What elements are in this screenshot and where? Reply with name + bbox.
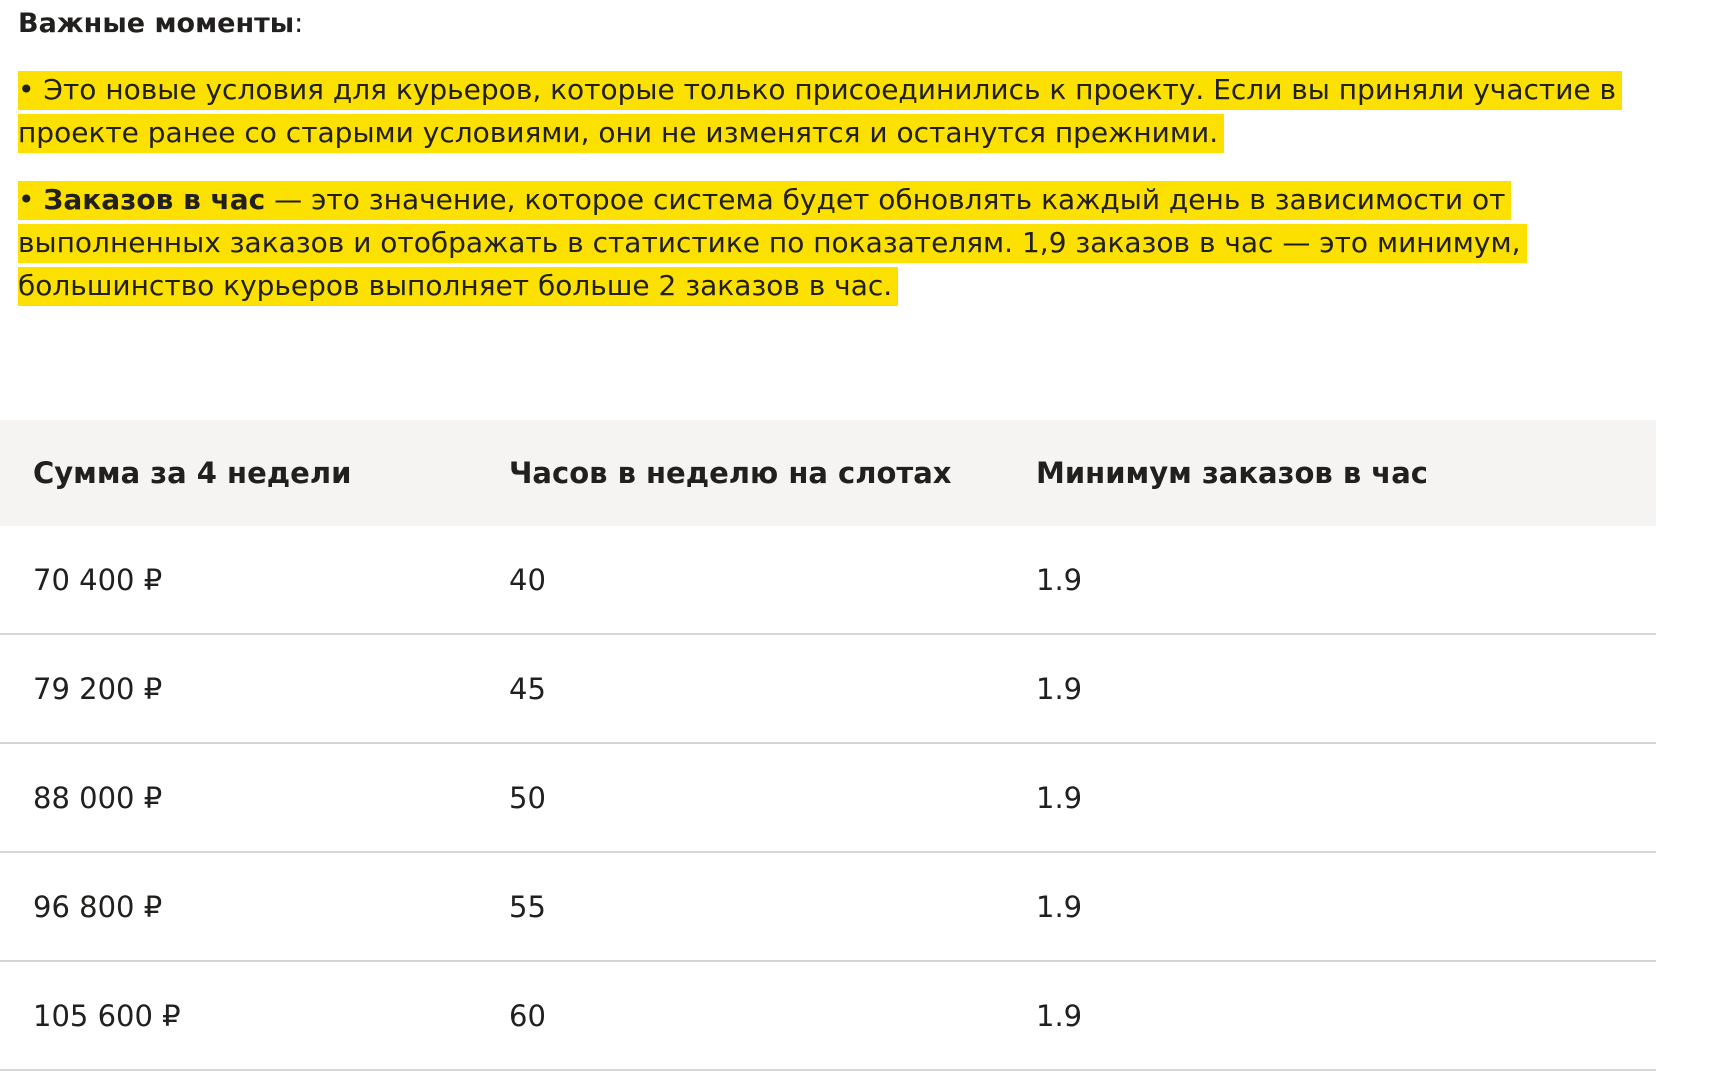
header-sum: Сумма за 4 недели [33,456,352,490]
section-heading-colon: : [294,8,304,39]
cell-sum: 70 400 ₽ [33,562,163,597]
cell-hours: 45 [509,671,546,706]
note-text: Это новые условия для курьеров, которые только присоединились к проекту. Если вы приняли участие в проекте ранее со старыми условиями, они не изменятся и останутся прежними. [18,73,1617,149]
table-header-row [0,420,1656,526]
note-orders-per-hour [18,178,1678,307]
note-bullet: • [18,73,44,106]
cell-sum: 79 200 ₽ [33,671,163,706]
section-heading [18,0,1678,44]
table-row [0,635,1656,744]
note-highlight [18,181,1527,306]
cell-hours: 50 [509,780,546,815]
note-new-conditions [18,68,1678,154]
table-row [0,744,1656,853]
pay-conditions-table [0,420,1656,1071]
cell-min-orders: 1.9 [1036,998,1083,1033]
table-row [0,853,1656,962]
cell-sum: 105 600 ₽ [33,998,181,1033]
note-bullet: • [18,183,44,216]
content [18,0,1678,307]
cell-min-orders: 1.9 [1036,780,1083,815]
header-hours: Часов в неделю на слотах [509,456,952,490]
cell-min-orders: 1.9 [1036,562,1083,597]
cell-min-orders: 1.9 [1036,889,1083,924]
cell-hours: 40 [509,562,546,597]
note-highlight [18,71,1622,153]
table-row [0,526,1656,635]
cell-min-orders: 1.9 [1036,671,1083,706]
cell-sum: 88 000 ₽ [33,780,163,815]
table-row [0,962,1656,1071]
cell-sum: 96 800 ₽ [33,889,163,924]
note-term: Заказов в час [43,183,266,216]
header-min-orders: Минимум заказов в час [1036,456,1428,490]
cell-hours: 55 [509,889,546,924]
cell-hours: 60 [509,998,546,1033]
section-heading-text: Важные моменты [18,8,295,39]
note-text: — это значение, которое система будет обновлять каждый день в зависимости от выполненных заказов и отображать в статистике по показателям. 1,9 заказов в час — это минимум, большинство курьеров выполняет больше 2 заказов в час. [18,183,1521,302]
